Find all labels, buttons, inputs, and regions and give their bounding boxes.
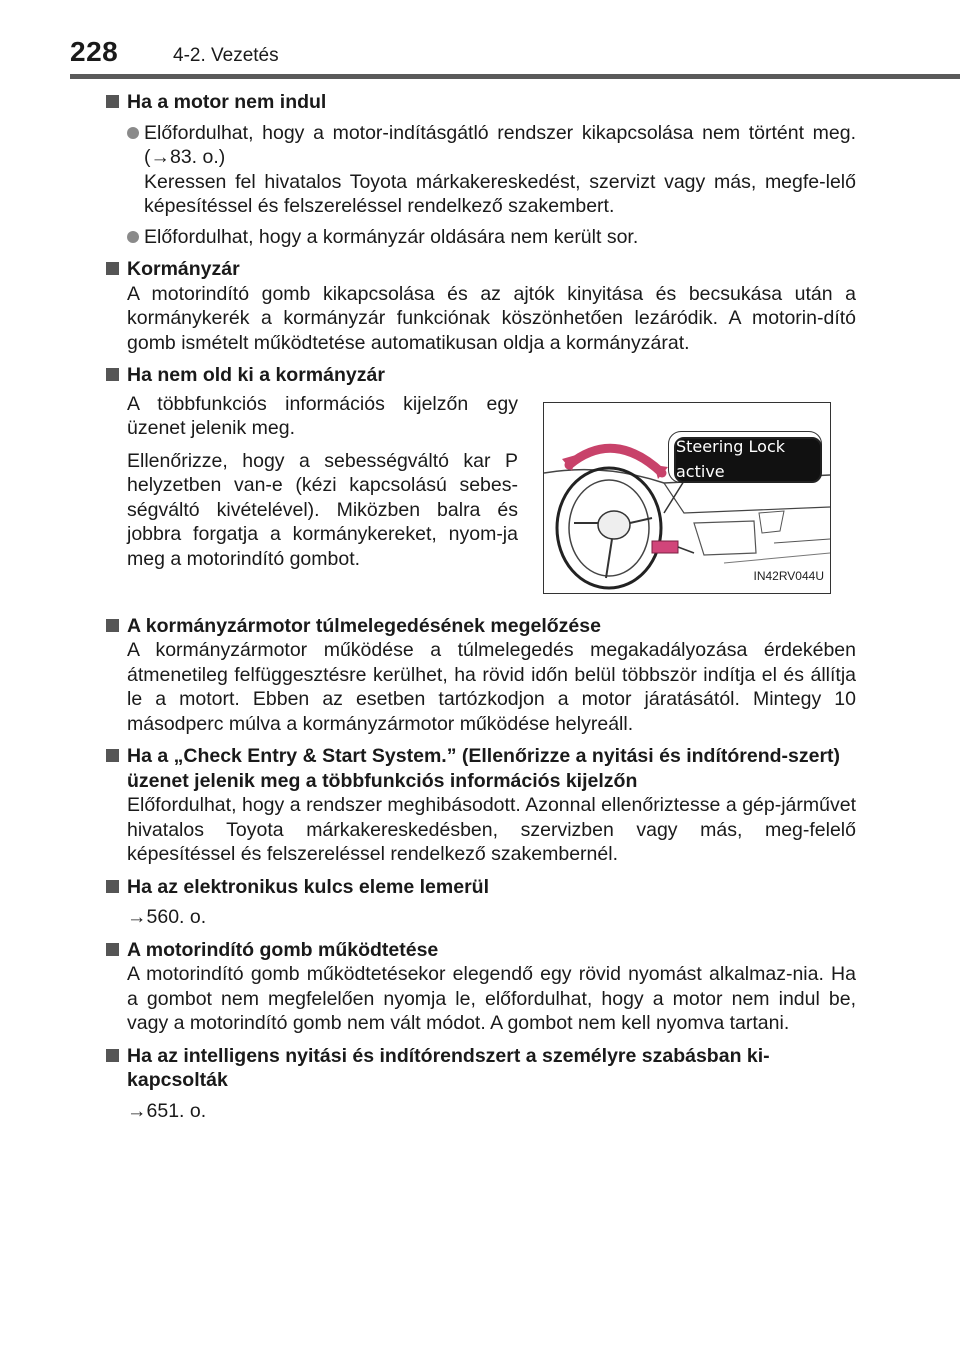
circle-bullet-icon <box>127 127 139 139</box>
circle-bullet-icon <box>127 231 139 243</box>
section-heading <box>106 614 856 639</box>
section-body: A motorindító gomb kikapcsolása és az ajtók kinyitása és becsukása után a kormánykerék a kormányzár funkciónak köszönhetően lezáródik. A motorin-dító gomb ismételt működtetése automatikusan oldja a kormányzárat. <box>127 282 856 354</box>
figure-text-2: Ellenőrizze, hogy a sebességváltó kar P helyzetben van-e (kézi kapcsolású sebes-ségváltó kivételével). Miközben balra és jobbra forgatja a kormánykereket, nyom-ja meg a motorindító gombot. <box>127 449 518 570</box>
bullet-text: Előfordulhat, hogy a kormányzár oldására nem került sor. <box>144 225 639 248</box>
section-heading <box>106 363 856 388</box>
section-nem-old-ki <box>106 363 856 606</box>
section-szemelyre-szabas <box>106 1044 856 1124</box>
steering-lock-illustration <box>543 402 831 594</box>
figure-text-1: A többfunkciós információs kijelzőn egy üzenet jelenik meg. <box>127 392 518 439</box>
chapter-title: 4-2. Vezetés <box>173 45 279 66</box>
heading-text: Kormányzár <box>127 258 240 280</box>
section-check-entry <box>106 744 856 867</box>
section-heading <box>106 1044 856 1093</box>
square-bullet-icon <box>106 262 119 275</box>
heading-text: Ha a motor nem indul <box>127 91 327 113</box>
figure-row <box>106 392 856 606</box>
section-body: A motorindító gomb működtetésekor elegendő egy rövid nyomást alkalmaz-nia. Ha a gombot nem megfelelően nyomja le, előfordulhat, hogy a motor nem indul be, vagy a motorindító gomb nem vált módot. A gombot nem kell nyomva tartani. <box>127 963 856 1034</box>
section-kormanyzar <box>106 257 856 355</box>
page-reference: →560. o. <box>127 906 207 928</box>
square-bullet-icon <box>106 95 119 108</box>
section-tulmelegedes <box>106 614 856 737</box>
heading-text: A kormányzármotor túlmelegedésének megelőzése <box>127 614 601 637</box>
square-bullet-icon <box>106 943 119 956</box>
square-bullet-icon <box>106 1049 119 1062</box>
section-heading <box>106 938 856 963</box>
header-rule <box>70 74 960 79</box>
section-heading <box>106 875 856 900</box>
heading-text: Ha a „Check Entry & Start System.” (Ellenőrizze a nyitási és indítórend-szert) üzenet jelenik meg a többfunkciós információs kijelzőn <box>127 745 841 792</box>
section-heading <box>106 90 856 115</box>
section-heading <box>106 744 856 793</box>
bullet-item <box>106 121 856 219</box>
section-motor-nem-indul <box>106 90 856 249</box>
figure-code: IN42RV044U <box>753 569 824 583</box>
section-body: A kormányzármotor működése a túlmelegedés megakadályozása érdekében átmenetileg felfüggesztésre kerülhet, ha rövid időn belül többször indítja el és állítja le a motort. Ebben az esetben tartózkodjon a motor járatásától. Mintegy 10 másodperc múlva a kormányzármotor működése helyreáll. <box>127 639 856 735</box>
square-bullet-icon <box>106 619 119 632</box>
heading-text: Ha nem old ki a kormányzár <box>127 364 385 386</box>
multi-info-display: Steering Lock active <box>674 437 822 483</box>
bullet-text-continued: Keressen fel hivatalos Toyota márkakereskedést, szervizt vagy más, megfe-lelő képesítéssel és felszereléssel rendelkező szakembert. <box>144 170 856 217</box>
section-gomb-mukodtetes <box>106 938 856 1036</box>
page-content <box>106 90 856 1131</box>
heading-text: Ha az intelligens nyitási és indítórendszert a személyre szabásban ki-kapcsolták <box>127 1044 770 1091</box>
bullet-text: Előfordulhat, hogy a motor-indításgátló rendszer kikapcsolása nem történt meg. (→83. o.) <box>144 121 856 168</box>
page-reference: →651. o. <box>127 1099 207 1122</box>
page-number: 228 <box>70 36 119 67</box>
square-bullet-icon <box>106 368 119 381</box>
figure-description <box>127 392 518 580</box>
square-bullet-icon <box>106 880 119 893</box>
square-bullet-icon <box>106 749 119 762</box>
section-heading <box>106 257 856 282</box>
bullet-item <box>106 225 856 250</box>
section-kulcs-elem <box>106 875 856 930</box>
section-body: Előfordulhat, hogy a rendszer meghibásodott. Azonnal ellenőriztesse a gép-járművet hivatalos Toyota márkakereskedésben, szervizben vagy más, meg-felelő képesítéssel és felszereléssel rendelkező szakembernél. <box>127 794 856 865</box>
heading-text: Ha az elektronikus kulcs eleme lemerül <box>127 875 490 898</box>
page-header <box>0 0 960 82</box>
heading-text: A motorindító gomb működtetése <box>127 938 439 961</box>
